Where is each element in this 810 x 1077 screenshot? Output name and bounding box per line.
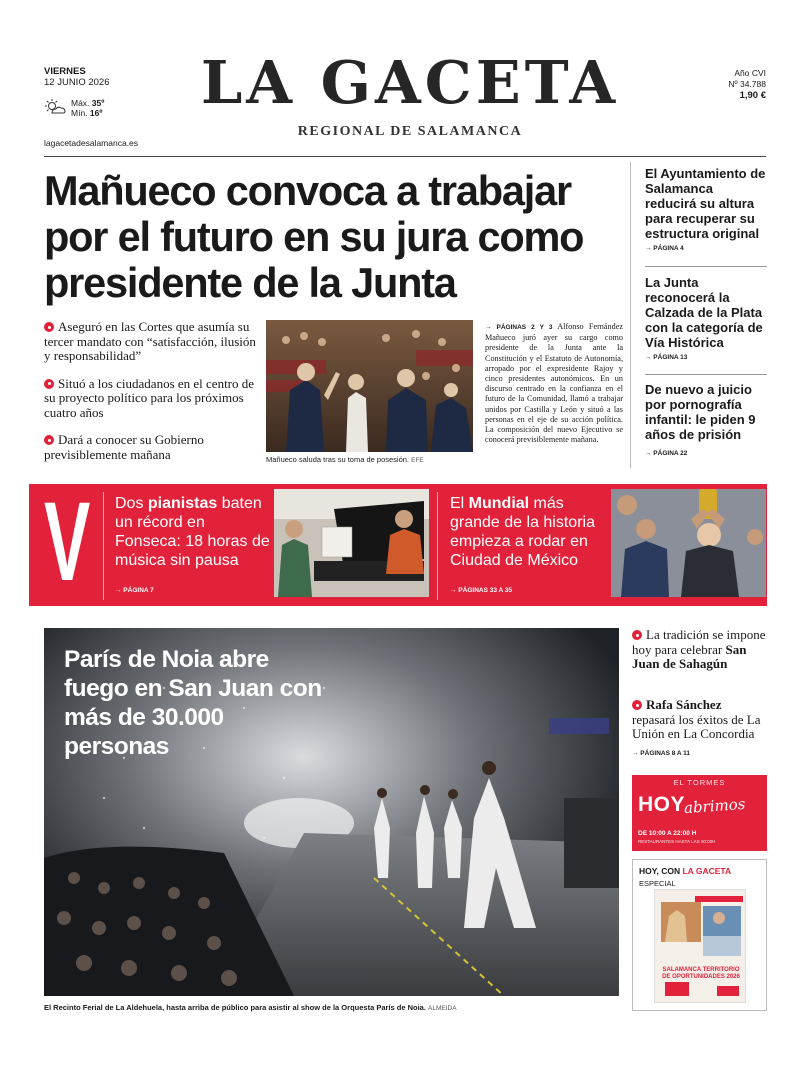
sidebar-story-title: La Junta reconocerá la Calzada de la Plata con la categoría de Vía Histórica [645, 275, 763, 350]
temp-min-label: Mín. [71, 108, 88, 118]
masthead-divider [44, 156, 766, 157]
bullet-item: Aseguró en las Cortes que asumía su tercer mandato con “satisfacción, ilusión y responsabilidad” [44, 319, 256, 363]
temp-max-label: Máx. [71, 98, 90, 108]
bullet-icon [44, 379, 54, 389]
bullet-item: Dará a conocer su Gobierno previsiblemente mañana [44, 432, 204, 462]
sun-cloud-icon [44, 99, 66, 117]
sidebar-story-title: De nuevo a juicio por pornografía infantil: le piden 9 años de prisión [645, 382, 756, 442]
issue-price: 1,90 € [739, 90, 766, 101]
page-reference[interactable]: → PÁGINA 22 [645, 450, 688, 457]
feature-caption: El Recinto Ferial de La Aldehuela, hasta arriba de público para asistir al show de la Orquesta París de Noia. ALMEIDA [44, 1003, 457, 1012]
ad-hours: DE 10:00 A 22:00 H [638, 830, 697, 837]
sidebar-divider [645, 374, 767, 375]
special-label: ESPECIAL [639, 879, 676, 888]
band-story-mundial[interactable]: El Mundial más grande de la historia empieza a rodar en Ciudad de México [450, 495, 595, 569]
feature-headline[interactable]: París de Noia abre fuego en San Juan con más de 30.000 personas [64, 646, 322, 760]
lead-photo[interactable] [266, 320, 473, 452]
bullet-icon [632, 700, 642, 710]
band-story-pianists[interactable]: Dos pianistas baten un récord en Fonseca: 18 horas de música sin pausa [115, 495, 270, 569]
page-reference[interactable]: → PÁGINAS 8 A 11 [632, 750, 691, 757]
sidebar-story[interactable] [645, 275, 767, 361]
bullet-item: Situó a los ciudadanos en el centro de su proyecto político para los próximos cuatro años [44, 375, 255, 420]
pianists-photo[interactable] [274, 489, 429, 597]
date: 12 JUNIO 2026 [44, 77, 110, 88]
page-reference[interactable]: → PÁGINA 7 [115, 587, 154, 594]
sidebar-item-sahagun[interactable]: La tradición se impone hoy para celebrar San Juan de Sahagún [632, 627, 766, 671]
bullet-icon [632, 630, 642, 640]
site-link[interactable]: lagacetadesalamanca.es [44, 138, 139, 148]
masthead-subtitle: REGIONAL DE SALAMANCA [297, 124, 523, 139]
ad-hoy: HOY [638, 793, 686, 816]
bullet-icon [44, 322, 54, 332]
weather [44, 98, 104, 118]
mundial-photo[interactable] [611, 489, 766, 597]
bullet-icon [44, 435, 54, 445]
issue-year: Año CVI [734, 68, 766, 78]
sidebar-story-title: El Ayuntamiento de Salamanca reducirá su altura para recuperar su estructura original [645, 166, 766, 241]
v-section-logo: V [44, 479, 91, 604]
photo-credit: ALMEIDA [428, 1005, 457, 1012]
issue-number: Nº 34.788 [728, 79, 766, 89]
page-reference[interactable]: → PÁGINA 13 [645, 354, 688, 361]
weekday: VIERNES [44, 66, 86, 77]
issue-info [728, 68, 766, 101]
ad-note: RESTAURANTES HASTA LAS 00:00H [638, 839, 716, 844]
supplement-title: SALAMANCA TERRITORIO DE OPORTUNIDADES 2026 [662, 967, 740, 980]
lead-headline[interactable]: Mañueco convoca a trabajar por el futuro en su jura como presidente de la Junta [44, 167, 584, 306]
band-divider [437, 492, 438, 600]
lead-story-text: → PÁGINAS 2 Y 3 Alfonso Fernández Mañueco juró ayer su cargo como presidente de la Junta ante la Constitución y el Estatuto de Autonomía, arropado por el expresidente Rajoy y cinco presidentes autonómicos. En un discurso centrado en la confianza en el futuro de la Comunidad, llamó a trabajar unidos por Castilla y León y situó a las personas en el eje de su acción política. La composición del nuevo Ejecutivo se conocerá previsiblemente mañana. [485, 322, 623, 445]
date-block [44, 66, 109, 88]
supplement-cover[interactable] [654, 889, 746, 1003]
ad-brand: EL TORMES [673, 778, 726, 787]
page-reference[interactable]: → PÁGINAS 33 A 35 [450, 587, 513, 594]
band-divider [103, 492, 104, 600]
photo-credit: EFE [411, 457, 424, 464]
ad-abrimos: abrimos [683, 794, 747, 818]
sidebar-story[interactable] [645, 382, 767, 457]
masthead-logo: LA GACETA [200, 48, 620, 117]
temp-min: 16º [89, 108, 103, 118]
sidebar-divider [645, 266, 767, 267]
column-divider [630, 162, 631, 468]
el-tormes-ad[interactable] [632, 775, 767, 851]
temp-max: 35º [91, 98, 105, 108]
lead-bullets [44, 320, 256, 475]
lead-photo-caption: Mañueco saluda tras su toma de posesión. EFE [266, 455, 424, 464]
special-title: HOY, CON LA GACETA [639, 866, 732, 876]
sidebar-story[interactable] [645, 166, 767, 252]
sidebar-item-rafa[interactable]: Rafa Sánchez repasará los éxitos de La Unión en La Concordia [632, 697, 761, 741]
page-reference[interactable]: → PÁGINA 4 [645, 245, 684, 252]
page-reference[interactable]: → PÁGINAS 2 Y 3 [485, 324, 553, 331]
